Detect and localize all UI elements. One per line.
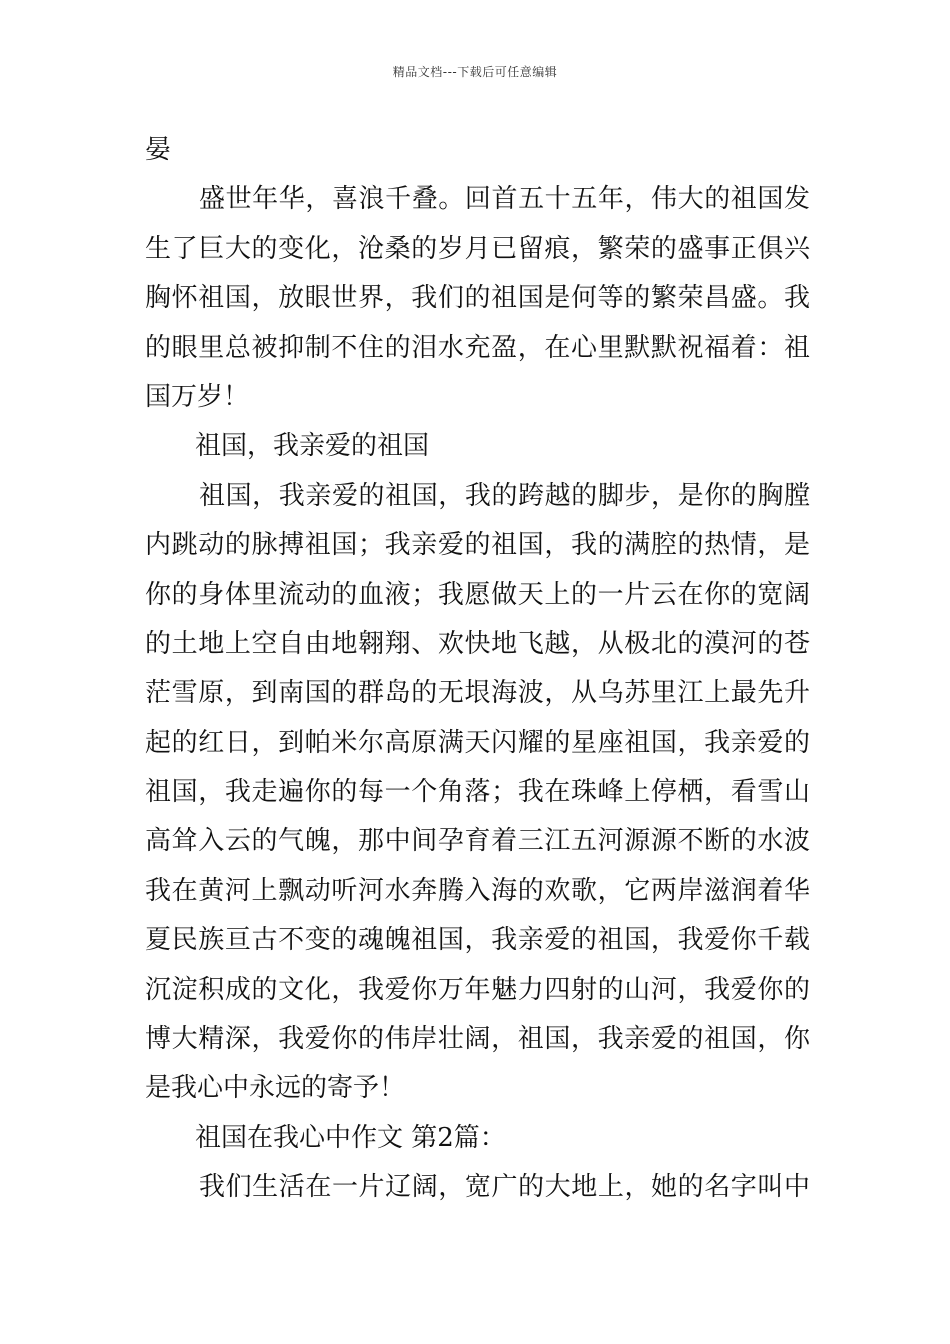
text-line: 的土地上空自由地翱翔、欢快地飞越，从极北的漠河的苍 xyxy=(145,628,810,659)
paragraph-first-line: 我们生活在一片辽阔，宽广的大地上，她的名字叫中 xyxy=(199,1172,810,1203)
text-line: 内跳动的脉搏祖国；我亲爱的祖国，我的满腔的热情，是 xyxy=(145,530,810,561)
text-line: 你的身体里流动的血液；我愿做天上的一片云在你的宽阔 xyxy=(145,579,810,610)
text-line: 起的红日，到帕米尔高原满天闪耀的星座祖国，我亲爱的 xyxy=(145,727,810,758)
text-line: 是我心中永远的寄予！ xyxy=(145,1073,406,1104)
paragraph-first-line: 祖国，我亲爱的祖国，我的跨越的脚步，是你的胸膛 xyxy=(199,480,810,511)
text-line: 国万岁！ xyxy=(145,381,250,412)
document-body xyxy=(145,126,810,1213)
text-line: 高耸入云的气魄，那中间孕育着三江五河源源不断的水波 xyxy=(145,826,810,857)
text-line: 夏民族亘古不变的魂魄祖国，我亲爱的祖国，我爱你千载 xyxy=(145,925,810,956)
page-header: 精品文档---下载后可任意编辑 xyxy=(392,65,558,79)
text-line: 祖国，我走遍你的每一个角落；我在珠峰上停栖，看雪山 xyxy=(145,777,810,808)
text-line: 博大精深，我爱你的伟岸壮阔，祖国，我亲爱的祖国，你 xyxy=(145,1024,810,1055)
text-line: 晏 xyxy=(145,135,172,165)
section-heading: 祖国在我心中作文 第2篇： xyxy=(195,1122,506,1153)
text-line: 生了巨大的变化，沧桑的岁月已留痕，繁荣的盛事正俱兴 xyxy=(145,233,810,264)
text-line: 我在黄河上飘动听河水奔腾入海的欢歌，它两岸滋润着华 xyxy=(145,875,810,906)
section-heading: 祖国，我亲爱的祖国 xyxy=(195,431,430,462)
text-line: 胸怀祖国，放眼世界，我们的祖国是何等的繁荣昌盛。我 xyxy=(145,283,810,314)
paragraph-first-line: 盛世年华，喜浪千叠。回首五十五年，伟大的祖国发 xyxy=(199,184,810,215)
text-line: 沉淀积成的文化，我爱你万年魅力四射的山河，我爱你的 xyxy=(145,974,810,1005)
text-line: 的眼里总被抑制不住的泪水充盈，在心里默默祝福着：祖 xyxy=(145,332,810,363)
text-line: 茫雪原，到南国的群岛的无垠海波，从乌苏里江上最先升 xyxy=(145,678,810,709)
